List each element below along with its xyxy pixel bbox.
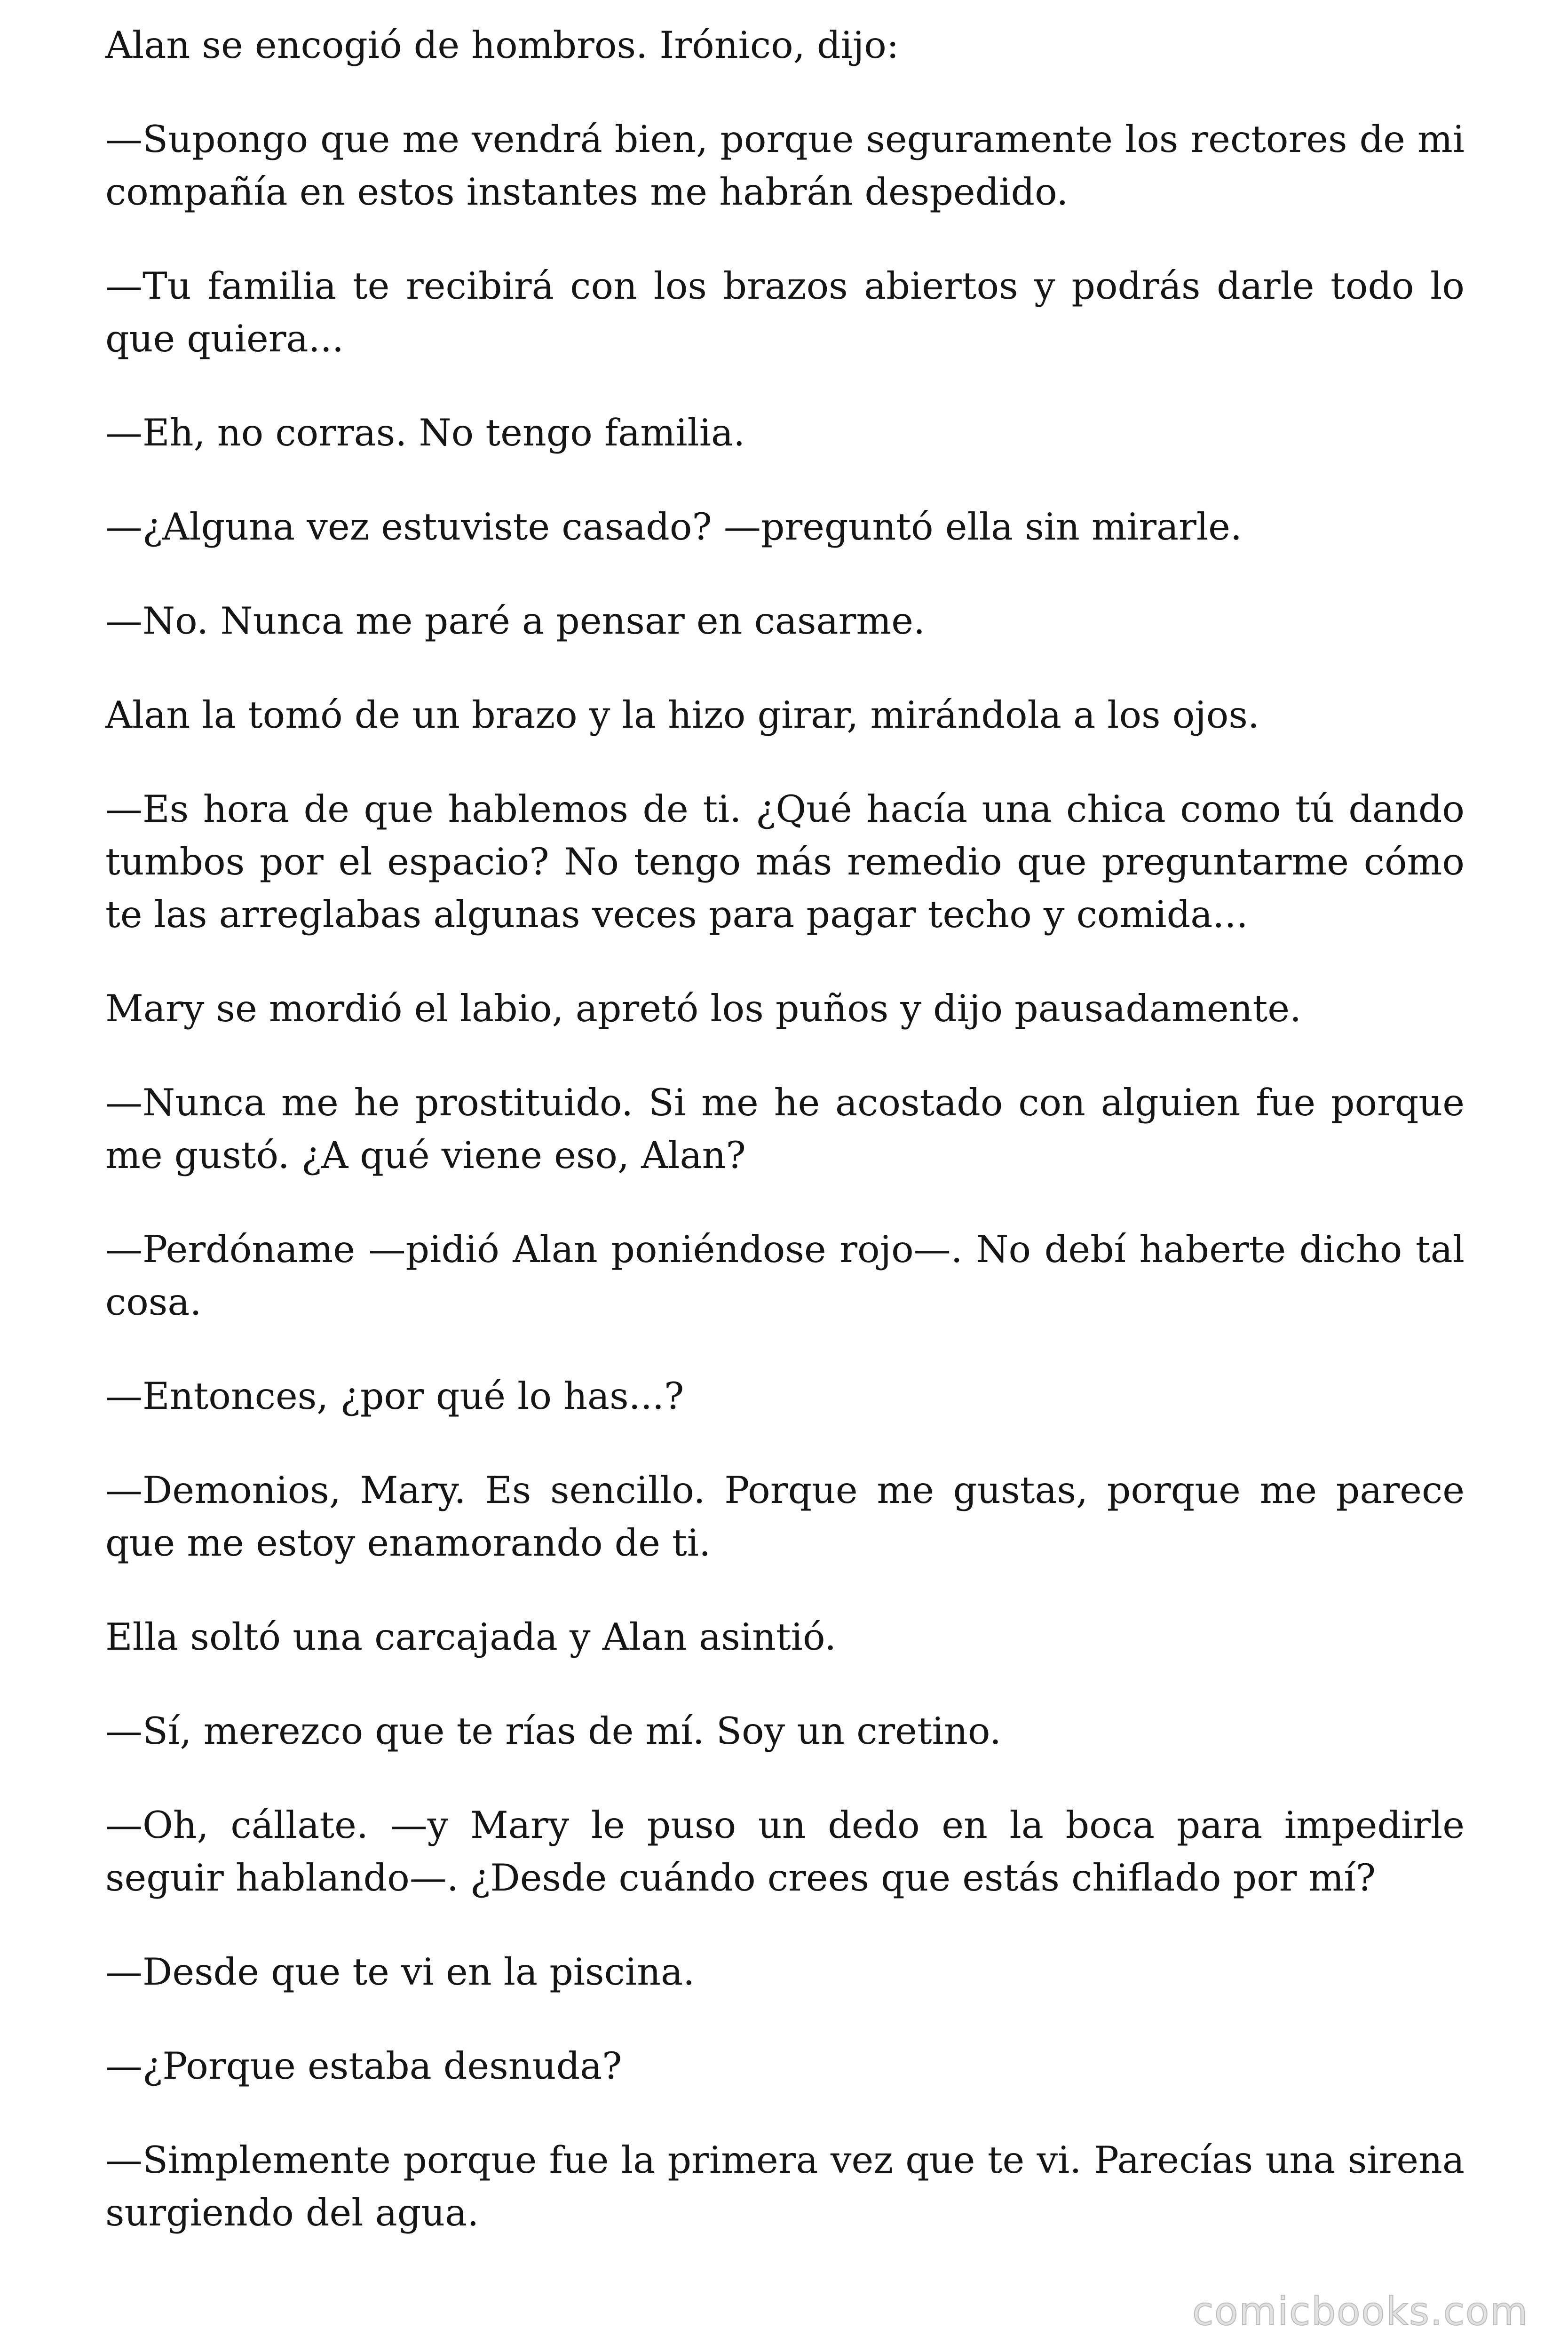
paragraph-19: —Simplemente porque fue la primera vez que te vi. Parecías una sirena surgiendo del agua. xyxy=(105,2138,1465,2234)
paragraph-10: —Nunca me he prostituido. Si me he acostado con alguien fue porque me gustó. ¿A qué viene eso, Alan? xyxy=(105,1081,1465,1177)
paragraph-1: Alan se encogió de hombros. Irónico, dijo: xyxy=(105,24,899,67)
paragraph-14: Ella soltó una carcajada y Alan asintió. xyxy=(105,1615,837,1659)
paragraph-16: —Oh, cállate. —y Mary le puso un dedo en la boca para impedirle seguir hablando—. ¿Desde cuándo crees que estás chiflado por mí? xyxy=(105,1804,1465,1899)
paragraph-6: —No. Nunca me paré a pensar en casarme. xyxy=(105,599,926,643)
paragraph-17: —Desde que te vi en la piscina. xyxy=(105,1950,695,1994)
paragraph-13: —Demonios, Mary. Es sencillo. Porque me gustas, porque me parece que me estoy enamorando de ti. xyxy=(105,1469,1465,1565)
paragraph-11: —Perdóname —pidió Alan poniéndose rojo—. No debí haberte dicho tal cosa. xyxy=(105,1228,1465,1324)
paragraph-4: —Eh, no corras. No tengo familia. xyxy=(105,411,745,454)
paragraph-3: —Tu familia te recibirá con los brazos abiertos y podrás darle todo lo que quiera... xyxy=(105,264,1465,360)
paragraph-8: —Es hora de que hablemos de ti. ¿Qué hacía una chica como tú dando tumbos por el espacio? No tengo más remedio que preguntarme cómo te las arreglabas algunas veces para pagar techo y comida... xyxy=(105,787,1465,936)
paragraph-7: Alan la tomó de un brazo y la hizo girar, mirándola a los ojos. xyxy=(105,693,1259,737)
paragraph-15: —Sí, merezco que te rías de mí. Soy un cretino. xyxy=(105,1709,1002,1753)
paragraph-9: Mary se mordió el labio, apretó los puños y dijo pausadamente. xyxy=(105,987,1302,1030)
paragraph-2: —Supongo que me vendrá bien, porque seguramente los rectores de mi compañía en estos instantes me habrán despedido. xyxy=(105,118,1465,214)
paragraph-5: —¿Alguna vez estuviste casado? —preguntó ella sin mirarle. xyxy=(105,505,1242,548)
book-page xyxy=(105,19,1465,2280)
paragraph-18: —¿Porque estaba desnuda? xyxy=(105,2044,622,2088)
watermark: comicbooks.com xyxy=(1192,2289,1528,2334)
paragraph-12: —Entonces, ¿por qué lo has...? xyxy=(105,1375,684,1418)
